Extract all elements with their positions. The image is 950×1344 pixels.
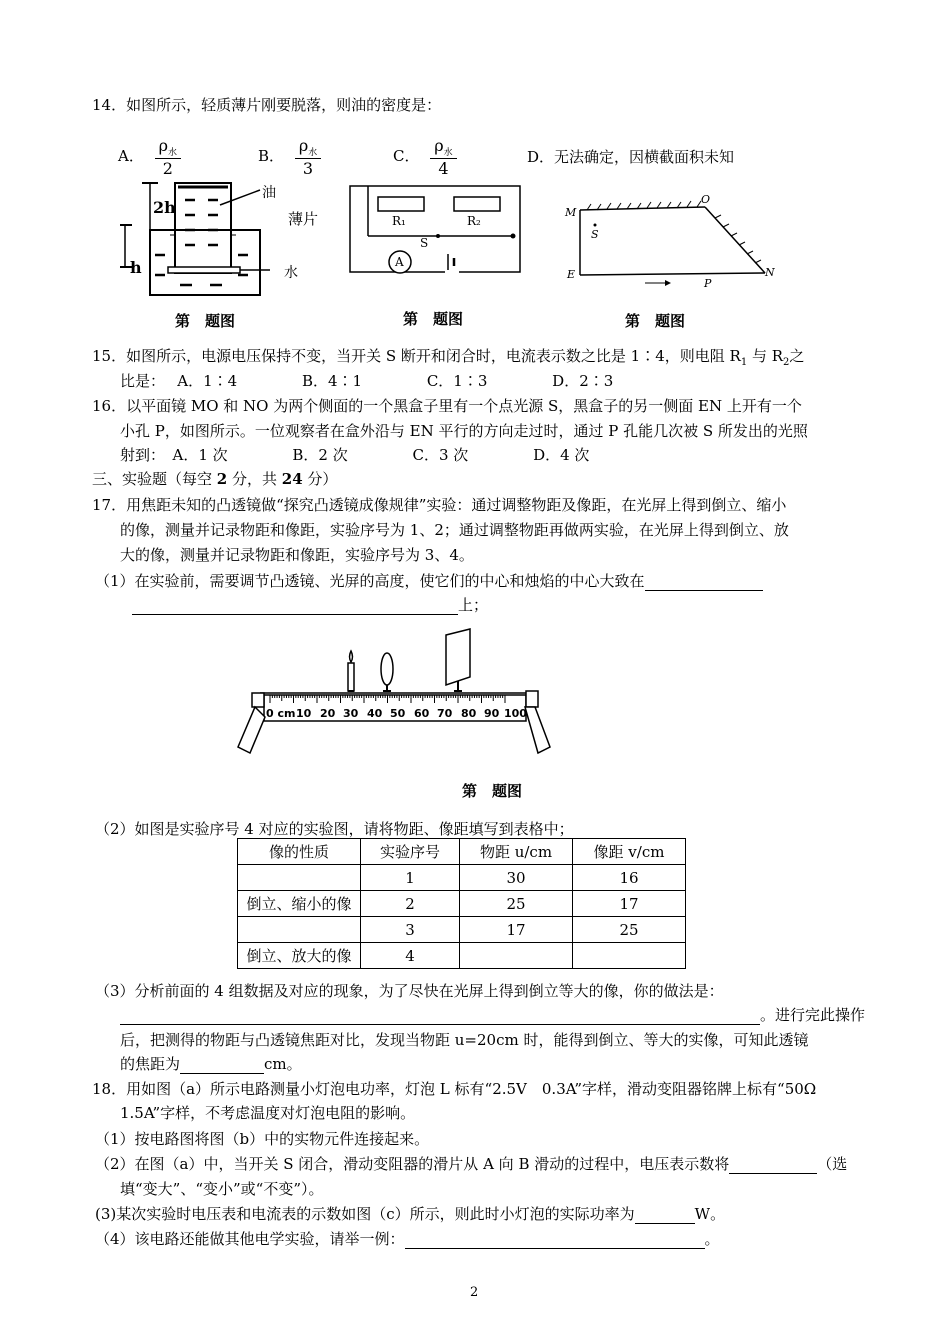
table-cell: 25 — [460, 891, 573, 917]
q18-part2-text: （2）在图（a）中，当开关 S 闭合，滑动变阻器的滑片从 A 向 B 滑动的过程中，电压表示数将 — [95, 1155, 730, 1173]
q14-option-d[interactable]: D．无法确定，因横截面积未知 — [527, 148, 735, 166]
mirror-box-figure — [565, 195, 780, 290]
q15-line2: 比是： A．1∶4 B．4∶1 C．1∶3 D．2∶3 — [120, 372, 614, 390]
table-cell-input[interactable] — [460, 943, 573, 969]
tick-label: 40 — [367, 707, 383, 720]
answer-blank-18c[interactable] — [635, 1207, 695, 1224]
r1-sub: 1 — [740, 357, 748, 368]
q17-part3-text: 的焦距为 — [120, 1055, 181, 1073]
table-cell-input[interactable] — [573, 943, 686, 969]
rho: ρ — [434, 136, 444, 155]
table-row — [238, 943, 686, 969]
label-s: S — [591, 228, 599, 241]
tick-label: 70 — [437, 707, 453, 720]
option-label: C． — [393, 147, 420, 166]
label-2h: 2h — [153, 198, 176, 217]
label-r2: R₂ — [467, 214, 481, 228]
table-cell: 16 — [573, 865, 686, 891]
table-row — [238, 865, 686, 891]
table-cell: 25 — [573, 917, 686, 943]
table-cell: 倒立、放大的像 — [238, 943, 361, 969]
q15-line1 — [92, 345, 804, 368]
section-points: 2 — [216, 470, 228, 488]
q18-part1: （1）按电路图将图（b）中的实物元件连接起来。 — [95, 1130, 430, 1148]
q18-part3-text: (3)某次实验时电压表和电流表的示数如图（c）所示，则此时小灯泡的实际功率为 — [95, 1205, 635, 1223]
q18-part4-text: （4）该电路还能做其他电学实验，请举一例： — [95, 1230, 405, 1248]
table-cell — [238, 917, 361, 943]
q17-part1-text: （1）在实验前，需要调节凸透镜、光屏的高度，使它们的中心和烛焰的中心大致在 — [95, 572, 645, 590]
figure-caption: 第 题图 — [462, 782, 523, 800]
table-row — [238, 891, 686, 917]
table-header: 像距 v/cm — [573, 839, 686, 865]
tick-label: 80 — [461, 707, 477, 720]
denominator: 3 — [302, 159, 314, 179]
fraction — [155, 136, 181, 178]
q18-part4 — [95, 1228, 720, 1249]
answer-blank-3b[interactable] — [180, 1057, 264, 1074]
q15-text: 15．如图所示，电源电压保持不变，当开关 S 断开和闭合时，电流表示数之比是 1∶4，则电阻 R — [92, 347, 741, 365]
label-p: P — [704, 277, 712, 290]
table-cell: 17 — [573, 891, 686, 917]
results-table — [237, 838, 686, 969]
q16-line2: 小孔 P，如图所示。一位观察者在盒外沿与 EN 平行的方向走过时，通过 P 孔能几次被 S 所发出的光照 — [120, 422, 808, 440]
tick-label: 30 — [343, 707, 359, 720]
tick-label: 90 — [484, 707, 500, 720]
q17-part3-line1: （3）分析前面的 4 组数据及对应的现象，为了尽快在光屏上得到倒立等大的像，你的做法是： — [95, 982, 724, 1000]
q17-part3-text: 。进行完此操作 — [760, 1006, 866, 1024]
rho: ρ — [298, 136, 309, 155]
q14-option-c[interactable] — [393, 136, 457, 178]
label-water: 水 — [284, 265, 298, 281]
label-oil: 油 — [262, 185, 276, 201]
q18-part3 — [95, 1203, 725, 1224]
figure-caption: 第 题图 — [625, 312, 686, 330]
denominator: 2 — [162, 159, 173, 179]
q17-part3-line2 — [120, 1004, 865, 1025]
label-film: 薄片 — [288, 210, 319, 228]
answer-blank-18b[interactable] — [729, 1157, 817, 1174]
option-label: B． — [258, 147, 285, 166]
q16-line1: 16．以平面镜 MO 和 NO 为两个侧面的一个黑盒子里有一个点光源 S，黑盒子的另一侧面 EN 上开有一个 — [92, 397, 802, 415]
q18-part2-line2: 填“变大”、“变小”或“不变”）。 — [120, 1180, 324, 1198]
tick-label: 10 — [296, 707, 312, 720]
label-r1: R₁ — [392, 214, 406, 228]
tick-label: 50 — [390, 707, 406, 720]
section-text: 分，共 — [227, 470, 282, 488]
label-e: E — [567, 268, 576, 281]
table-header: 物距 u/cm — [460, 839, 573, 865]
section-heading — [92, 468, 337, 489]
rho-sub: 水 — [168, 148, 178, 159]
label-ammeter: A — [395, 255, 404, 269]
q18-part3-text: W。 — [694, 1205, 726, 1223]
figure-caption: 第 题图 — [403, 310, 464, 328]
q17-part1 — [95, 570, 763, 591]
q18-part2 — [95, 1153, 847, 1174]
table-header: 实验序号 — [361, 839, 460, 865]
q18-part2-text: （选 — [817, 1155, 848, 1173]
q17-part3-text: cm。 — [264, 1055, 302, 1073]
label-m: M — [565, 206, 577, 219]
section-text: 分） — [302, 470, 338, 488]
rho: ρ — [158, 136, 169, 155]
q17-line1: 17．用焦距未知的凸透镜做“探究凸透镜成像规律”实验：通过调整物距及像距，在光屏上得到倒立、缩小 — [92, 496, 787, 514]
q14-option-b[interactable] — [258, 136, 321, 178]
q18-line2: 1.5A”字样，不考虑温度对灯泡电阻的影响。 — [120, 1104, 416, 1122]
label-switch: S — [420, 236, 429, 250]
q17-part2: （2）如图是实验序号 4 对应的实验图，请将物距、像距填写到表格中； — [95, 820, 574, 838]
q14-stem: 14．如图所示，轻质薄片刚要脱落，则油的密度是： — [92, 96, 442, 114]
oil-water-figure — [120, 175, 270, 305]
label-o: O — [701, 193, 711, 206]
option-label: A． — [118, 147, 144, 166]
q16-line3: 射到： A．1 次 B．2 次 C．3 次 D．4 次 — [120, 446, 590, 464]
q14-option-a[interactable] — [118, 136, 181, 178]
answer-blank-18d[interactable] — [405, 1232, 705, 1249]
table-cell: 3 — [361, 917, 460, 943]
table-cell: 倒立、缩小的像 — [238, 891, 361, 917]
label-h: h — [130, 258, 142, 277]
answer-blank-1a[interactable] — [645, 574, 763, 591]
tick-label: 20 — [320, 707, 336, 720]
section-total: 24 — [281, 470, 303, 488]
ruler-zero-label: 0 cm — [266, 707, 296, 720]
rho-sub: 水 — [443, 148, 453, 159]
answer-blank-1b[interactable] — [132, 598, 458, 615]
table-cell: 1 — [361, 865, 460, 891]
table-cell — [238, 865, 361, 891]
fraction — [295, 136, 321, 178]
table-row — [238, 917, 686, 943]
q17-part3-line3: 后，把测得的物距与凸透镜焦距对比，发现当物距 u=20cm 时，能得到倒立、等大的实像，可知此透镜 — [120, 1031, 809, 1049]
q17-line3: 大的像，测量并记录物距和像距，实验序号为 3、4。 — [120, 546, 474, 564]
denominator: 4 — [438, 159, 449, 179]
optical-bench-figure — [230, 625, 560, 760]
table-header: 像的性质 — [238, 839, 361, 865]
q17-line2: 的像，测量并记录物距和像距，实验序号为 1、2；通过调整物距再做两实验，在光屏上得到倒立、放 — [120, 521, 789, 539]
table-cell: 30 — [460, 865, 573, 891]
q17-part3-line4 — [120, 1053, 302, 1074]
q18-line1: 18．用如图（a）所示电路测量小灯泡电功率，灯泡 L 标有“2.5V 0.3A”字样，滑动变阻器铭牌上标有“50Ω — [92, 1080, 817, 1098]
q17-part1-cont — [132, 594, 488, 615]
label-n: N — [765, 266, 775, 279]
table-cell: 4 — [361, 943, 460, 969]
answer-blank-3a[interactable] — [120, 1008, 760, 1025]
page-number: 2 — [470, 1285, 479, 1300]
table-header-row — [238, 839, 686, 865]
q15-text: 之 — [789, 347, 805, 365]
q18-part4-text: 。 — [704, 1230, 720, 1248]
tick-label: 100 — [504, 707, 527, 720]
q17-part1-end: 上； — [458, 596, 489, 614]
figure-caption: 第 题图 — [175, 312, 236, 330]
rho-sub: 水 — [308, 148, 318, 159]
fraction — [430, 136, 456, 178]
table-cell: 2 — [361, 891, 460, 917]
q15-text: 与 R — [747, 347, 784, 365]
tick-label: 60 — [414, 707, 430, 720]
section-text: 三、实验题（每空 — [92, 470, 217, 488]
r2-sub: 2 — [783, 357, 790, 368]
circuit-figure — [348, 184, 523, 279]
table-cell: 17 — [460, 917, 573, 943]
